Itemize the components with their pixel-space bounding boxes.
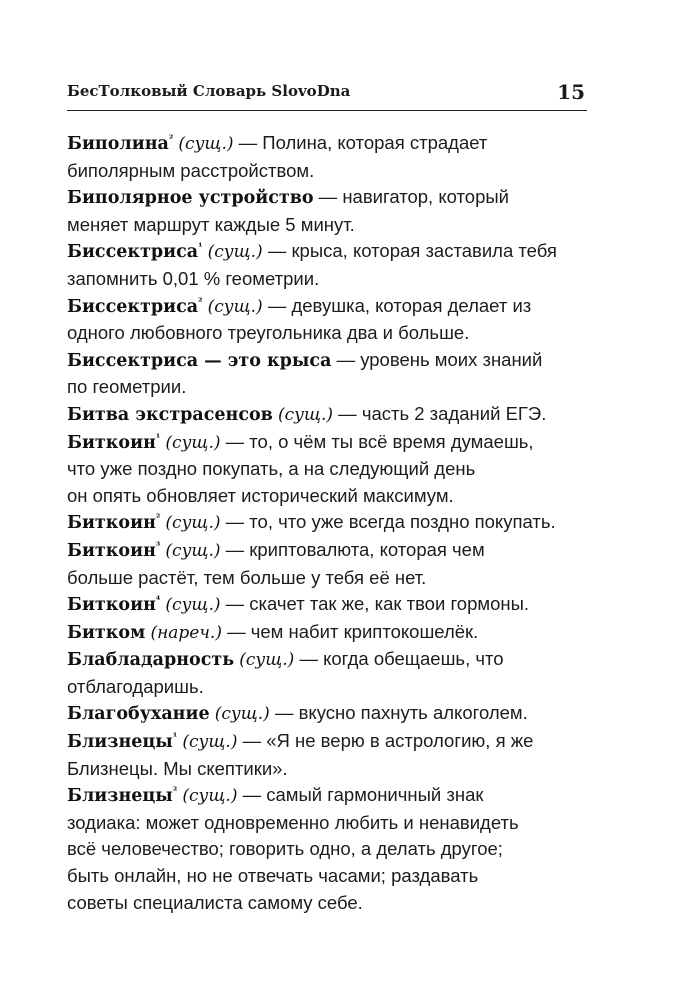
entry-continuation-line xyxy=(67,756,597,783)
entry-definition-text: — криптовалюта, которая чем xyxy=(220,538,485,560)
entry-definition-text: — скачет так же, как твои гормоны. xyxy=(220,593,530,615)
entry-definition-text: запомнить 0,01 % геометрии. xyxy=(67,267,320,289)
entry-definition-text: — часть 2 заданий ЕГЭ. xyxy=(333,402,547,424)
entry-definition-text: отблагодаришь. xyxy=(67,675,204,697)
entry-term: Биткоин xyxy=(67,513,156,534)
entry-definition-text: что уже поздно покупать, а на следующий день xyxy=(67,458,476,480)
entry-continuation-line xyxy=(67,890,597,917)
dictionary-entry xyxy=(67,401,597,429)
dictionary-entry xyxy=(67,591,597,619)
entry-first-line xyxy=(67,537,597,565)
entry-first-line xyxy=(67,130,597,158)
entry-continuation-line xyxy=(67,674,597,701)
entry-term: Близнецы xyxy=(67,732,173,753)
entry-sense-number: ³ xyxy=(155,540,161,552)
entry-definition-text: — то, что уже всегда поздно покупать. xyxy=(220,511,556,533)
entry-definition-text: меняет маршрут каждые 5 минут. xyxy=(67,213,355,235)
dictionary-entry xyxy=(67,238,597,292)
entry-part-of-speech: (сущ.) xyxy=(165,595,221,616)
entry-first-line xyxy=(67,184,597,212)
dictionary-entry xyxy=(67,130,597,184)
entry-part-of-speech: (сущ.) xyxy=(277,404,334,425)
entry-first-line xyxy=(67,646,597,674)
entry-definition-text: Близнецы. Мы скептики». xyxy=(67,757,288,779)
entry-term: Близнецы xyxy=(67,786,173,807)
entry-first-line xyxy=(67,347,597,375)
entry-term: Благобухание xyxy=(67,704,210,725)
entry-sense-number: ¹ xyxy=(172,731,178,743)
entry-term: Биполина xyxy=(67,134,169,154)
entry-part-of-speech: (сущ.) xyxy=(207,242,263,263)
entry-part-of-speech: (сущ.) xyxy=(178,134,234,154)
entry-definition-text: — навигатор, который xyxy=(313,186,509,208)
entry-definition-text: — «Я не верю в астрологию, я же xyxy=(237,730,534,752)
page-header xyxy=(67,80,587,111)
entry-definition-text: советы специалиста самому себе. xyxy=(67,891,363,913)
entry-definition-text: — вкусно пахнуть алкоголем. xyxy=(269,702,528,724)
dictionary-entry xyxy=(67,537,597,591)
entry-continuation-line xyxy=(67,212,597,239)
entry-term: Блабладарность xyxy=(67,650,235,671)
dictionary-entry xyxy=(67,293,597,347)
entry-continuation-line xyxy=(67,483,597,510)
entry-continuation-line xyxy=(67,810,597,837)
entry-definition-text: больше растёт, тем больше у тебя её нет. xyxy=(67,566,427,588)
entry-term: Биполярное устройство xyxy=(67,188,314,209)
entry-term: Биссектриса — это крыса xyxy=(67,350,332,371)
entry-continuation-line xyxy=(67,565,597,592)
entry-term: Биссектриса xyxy=(67,242,199,263)
book-title: БесТолковый Словарь SlovoDna xyxy=(67,82,351,100)
entry-sense-number: ⁴ xyxy=(155,594,161,606)
entry-definition-text: зодиака: может одновременно любить и ненавидеть xyxy=(67,811,519,833)
entry-first-line xyxy=(67,728,597,756)
dictionary-entry xyxy=(67,646,597,700)
entry-continuation-line xyxy=(67,456,597,483)
entry-term: Биткоин xyxy=(67,432,156,453)
entry-first-line xyxy=(67,293,597,321)
entry-part-of-speech: (сущ.) xyxy=(182,732,238,753)
entry-continuation-line xyxy=(67,158,597,185)
entry-part-of-speech: (сущ.) xyxy=(207,296,263,317)
entry-term: Битком xyxy=(67,622,146,643)
entry-sense-number: ¹ xyxy=(155,432,161,444)
entry-definition-text: по геометрии. xyxy=(67,376,187,398)
entry-definition-text: он опять обновляет исторический максимум. xyxy=(67,484,454,506)
entry-definition-text: — чем набит криптокошелёк. xyxy=(221,620,479,642)
dictionary-entry xyxy=(67,728,597,782)
entry-first-line xyxy=(67,619,597,647)
entry-definition-text: — девушка, которая делает из xyxy=(262,294,532,316)
entry-definition-text: — крыса, которая заставила тебя xyxy=(262,240,557,262)
dictionary-entry xyxy=(67,509,597,537)
entry-continuation-line xyxy=(67,266,597,293)
entry-continuation-line xyxy=(67,320,597,347)
entry-definition-text: — уровень моих знаний xyxy=(331,348,543,370)
entry-continuation-line xyxy=(67,836,597,863)
entry-first-line xyxy=(67,782,597,810)
entry-part-of-speech: (сущ.) xyxy=(214,704,270,725)
dictionary-entries xyxy=(67,130,597,916)
entry-part-of-speech: (сущ.) xyxy=(239,650,295,671)
entry-first-line xyxy=(67,509,597,537)
entry-continuation-line xyxy=(67,374,597,401)
entry-sense-number: ² xyxy=(198,296,203,308)
entry-term: Биткоин xyxy=(67,540,156,561)
dictionary-entry xyxy=(67,347,597,401)
entry-first-line xyxy=(67,700,597,728)
entry-definition-text: — Полина, которая страдает xyxy=(233,132,488,153)
entry-first-line xyxy=(67,401,597,429)
dictionary-entry xyxy=(67,782,597,916)
page-number: 15 xyxy=(557,80,585,104)
entry-definition-text: — то, о чём ты всё время думаешь, xyxy=(220,430,534,452)
entry-first-line xyxy=(67,429,597,457)
entry-sense-number: ¹ xyxy=(198,242,203,254)
entry-part-of-speech: (сущ.) xyxy=(165,432,221,453)
entry-definition-text: — самый гармоничный знак xyxy=(237,784,484,806)
entry-part-of-speech: (нареч.) xyxy=(150,622,222,643)
entry-sense-number: ² xyxy=(155,513,161,525)
dictionary-entry xyxy=(67,619,597,647)
entry-sense-number: ² xyxy=(168,133,174,145)
entry-sense-number: ² xyxy=(172,786,178,798)
dictionary-entry xyxy=(67,184,597,238)
entry-first-line xyxy=(67,238,597,266)
entry-definition-text: одного любовного треугольника два и больше. xyxy=(67,322,470,344)
entry-term: Биткоин xyxy=(67,595,156,616)
entry-term: Биссектриса xyxy=(67,296,199,317)
entry-first-line xyxy=(67,591,597,619)
entry-definition-text: быть онлайн, но не отвечать часами; раздавать xyxy=(67,865,479,887)
entry-part-of-speech: (сущ.) xyxy=(182,786,238,807)
entry-part-of-speech: (сущ.) xyxy=(165,540,221,561)
entry-part-of-speech: (сущ.) xyxy=(165,513,221,534)
entry-definition-text: всё человечество; говорить одно, а делать другое; xyxy=(67,838,503,860)
entry-continuation-line xyxy=(67,863,597,890)
entry-definition-text: биполярным расстройством. xyxy=(67,159,315,181)
entry-definition-text: — когда обещаешь, что xyxy=(294,648,504,670)
dictionary-entry xyxy=(67,700,597,728)
entry-term: Битва экстрасенсов xyxy=(67,404,273,425)
dictionary-entry xyxy=(67,429,597,510)
